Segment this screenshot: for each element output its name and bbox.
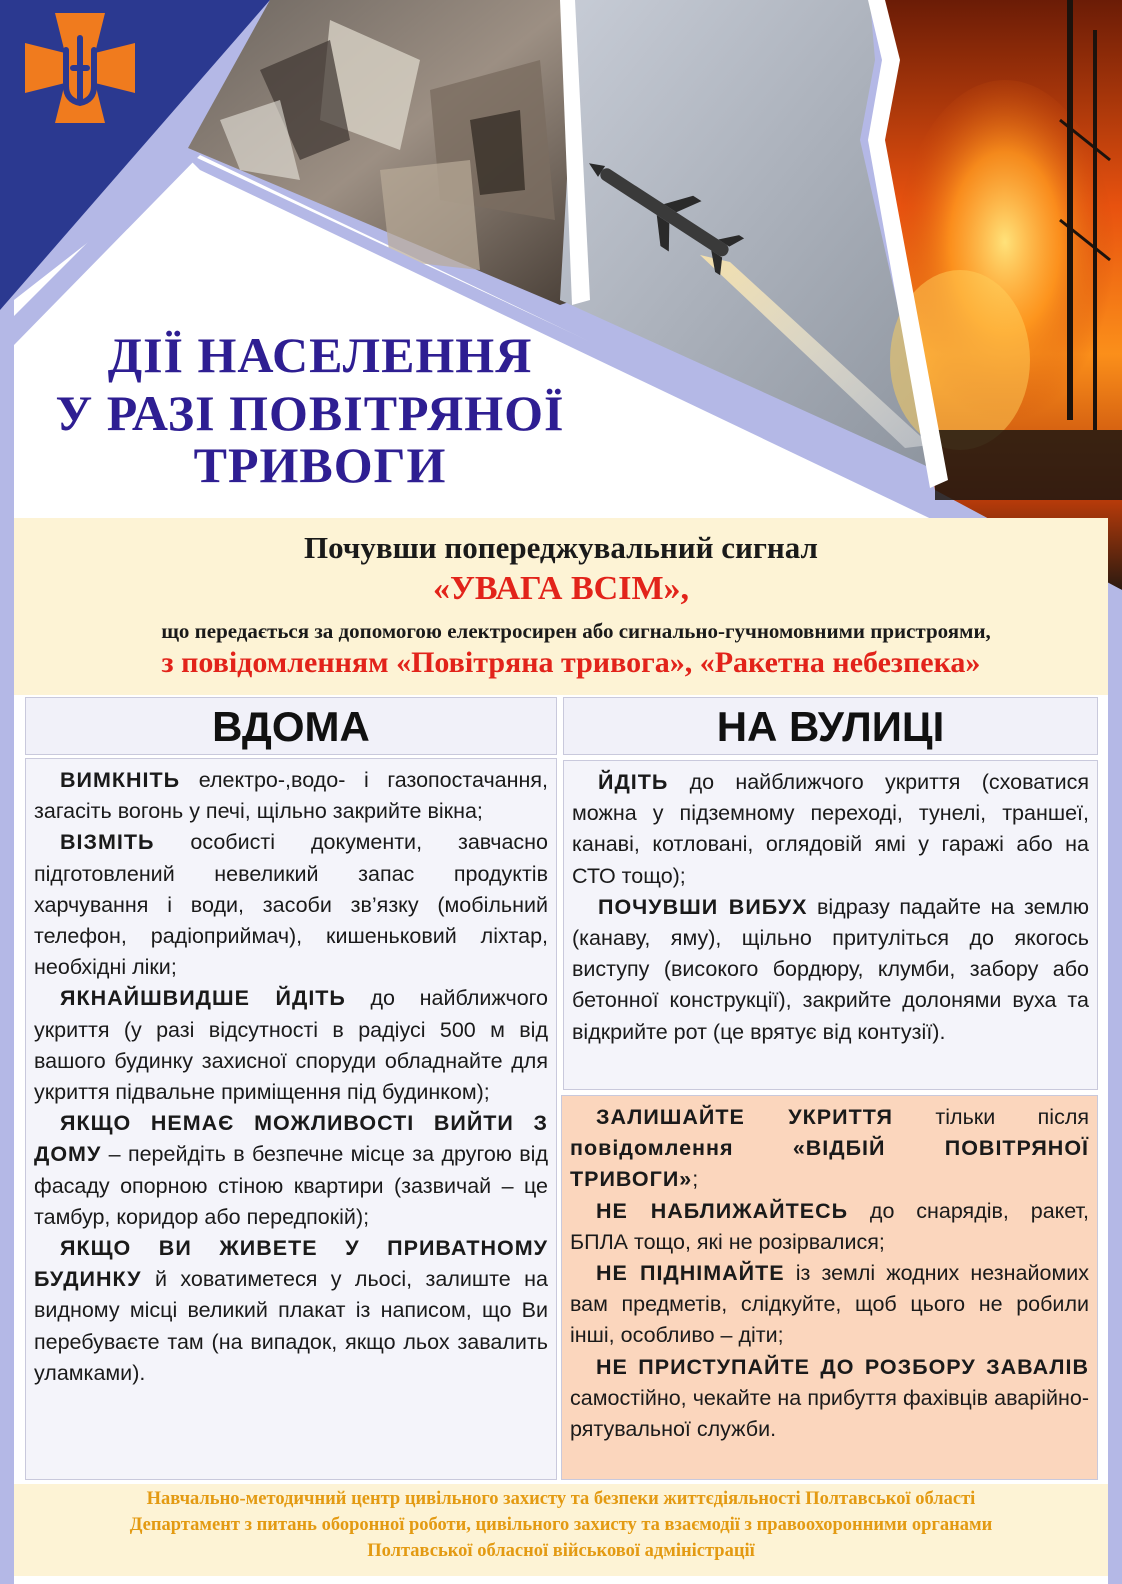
street-item-text: відразу падайте на землю (канаву, яму), щільно притуліться до якогось виступу (високого бордюру, клумби, забору або бетонної конструкції), закрийте долонями вуха та відкрийте рот (це врятує від контузії). [572, 894, 1089, 1044]
exit-item [570, 1352, 1089, 1446]
footer-line-3: Полтавської обласної військової адміністрації [367, 1541, 755, 1561]
home-item-text: електро-,водо- і газопостачання, загасіть вогонь у печі, щільно закрийте вікна; [34, 768, 548, 824]
exit-item-lead: НЕ ПРИСТУПАЙТЕ ДО РОЗБОРУ ЗАВАЛІВ [596, 1354, 1089, 1379]
home-item-lead: ЯКЩО НЕМАЄ МОЖЛИВОСТІ ВИЙТИ З ДОМУ [34, 1111, 548, 1167]
home-item [34, 827, 548, 983]
intro-signal: «УВАГА ВСІМ», [432, 570, 690, 607]
exit-item-text: із землі жодних незнайомих вам предметів, слідкуйте, щоб цього не робили інші, особливо – діти; [570, 1261, 1089, 1348]
home-item [34, 1108, 548, 1233]
home-item-lead: ВИМКНІТЬ [60, 768, 181, 792]
exit-item-lead: ЗАЛИШАЙТЕ УКРИТТЯ [596, 1105, 894, 1129]
home-item-lead: ВІЗМІТЬ [60, 830, 155, 855]
street-item-lead: ЙДІТЬ [598, 770, 669, 794]
exit-item-text-2: ; [692, 1167, 699, 1192]
intro-band [14, 518, 1108, 695]
emergency-service-emblem-icon [0, 8, 160, 168]
street-item-lead: ПОЧУВШИ ВИБУХ [598, 894, 808, 919]
street-heading: НА ВУЛИЦІ [563, 697, 1098, 755]
title-line-1: ДІЇ НАСЕЛЕННЯ [107, 327, 533, 383]
exit-item-lead-2: повідомлення «ВІДБІЙ ПОВІТРЯНОЇ ТРИВОГИ» [570, 1136, 1089, 1192]
exit-item-lead: НЕ ПІДНІМАЙТЕ [596, 1261, 785, 1286]
after-alarm-instructions [561, 1095, 1098, 1480]
home-item [34, 1233, 548, 1389]
exit-item [570, 1196, 1089, 1258]
title-line-3: ТРИВОГИ [193, 437, 447, 493]
footer-line-2: Департамент з питань оборонної роботи, цивільного захисту та взаємодії з правоохоронними органами [129, 1515, 993, 1535]
home-item-text: до найближчого укриття (у разі відсутності в радіусі 500 м від вашого будинку захисної споруди обладнайте для укриття підвальне приміщення під будинком); [34, 986, 549, 1105]
exit-item-text: до снарядів, ракет, БПЛА тощо, які не розірвалися; [570, 1198, 1089, 1254]
footer-line-1: Навчально-методичний центр цивільного захисту та безпеки життєдіяльності Полтавської області [146, 1489, 976, 1509]
home-item-lead: ЯКЩО ВИ ЖИВЕТЕ У ПРИВАТНОМУ БУДИНКУ [34, 1236, 548, 1292]
home-heading: ВДОМА [25, 697, 557, 755]
intro-message: з повідомленням «Повітряна тривога», «Ракетна небезпека» [161, 646, 981, 679]
home-item-text: особисті документи, завчасно підготовлений невеликий запас продуктів харчування і води, засоби зв’язку (мобільний телефон, радіоприймач), кишеньковий ліхтар, необхідні ліки; [34, 830, 548, 980]
home-item [34, 765, 548, 827]
exit-item [570, 1258, 1089, 1352]
street-item [572, 767, 1089, 892]
intro-line-1: Почувши попереджувальний сигнал [304, 530, 818, 565]
street-item [572, 892, 1089, 1048]
title-line-2: У РАЗІ ПОВІТРЯНОЇ [55, 385, 565, 441]
home-item-text: й ховатиметеся у льосі, залиште на видному місці великий плакат із написом, що Ви перебуваєте там (на випадок, якщо льох завалить уламками). [34, 1267, 548, 1385]
exit-item-text: тільки після [893, 1105, 1090, 1129]
home-item [34, 983, 548, 1108]
exit-item-lead: НЕ НАБЛИЖАЙТЕСЬ [596, 1198, 849, 1223]
exit-item [570, 1102, 1089, 1196]
intro-line-3: що передається за допомогою електросирен або сигнально-гучномовними пристроями, [161, 619, 991, 643]
street-instructions [563, 760, 1098, 1090]
street-item-text: до найближчого укриття (сховатися можна у підземному переході, тунелі, траншеї, канаві, котловані, оглядовій ямі у гаражі або на СТО тощо); [572, 770, 1089, 888]
footer [14, 1484, 1108, 1576]
home-item-lead: ЯКНАЙШВИДШЕ ЙДІТЬ [60, 986, 346, 1011]
exit-item-text: самостійно, чекайте на прибуття фахівців аварійно-рятувальної служби. [570, 1385, 1089, 1442]
home-instructions [25, 758, 557, 1480]
home-item-text: – перейдіть в безпечне місце за другою від фасаду опорною стіною квартири (зазвичай – це тамбур, коридор або передпокій); [34, 1142, 548, 1229]
